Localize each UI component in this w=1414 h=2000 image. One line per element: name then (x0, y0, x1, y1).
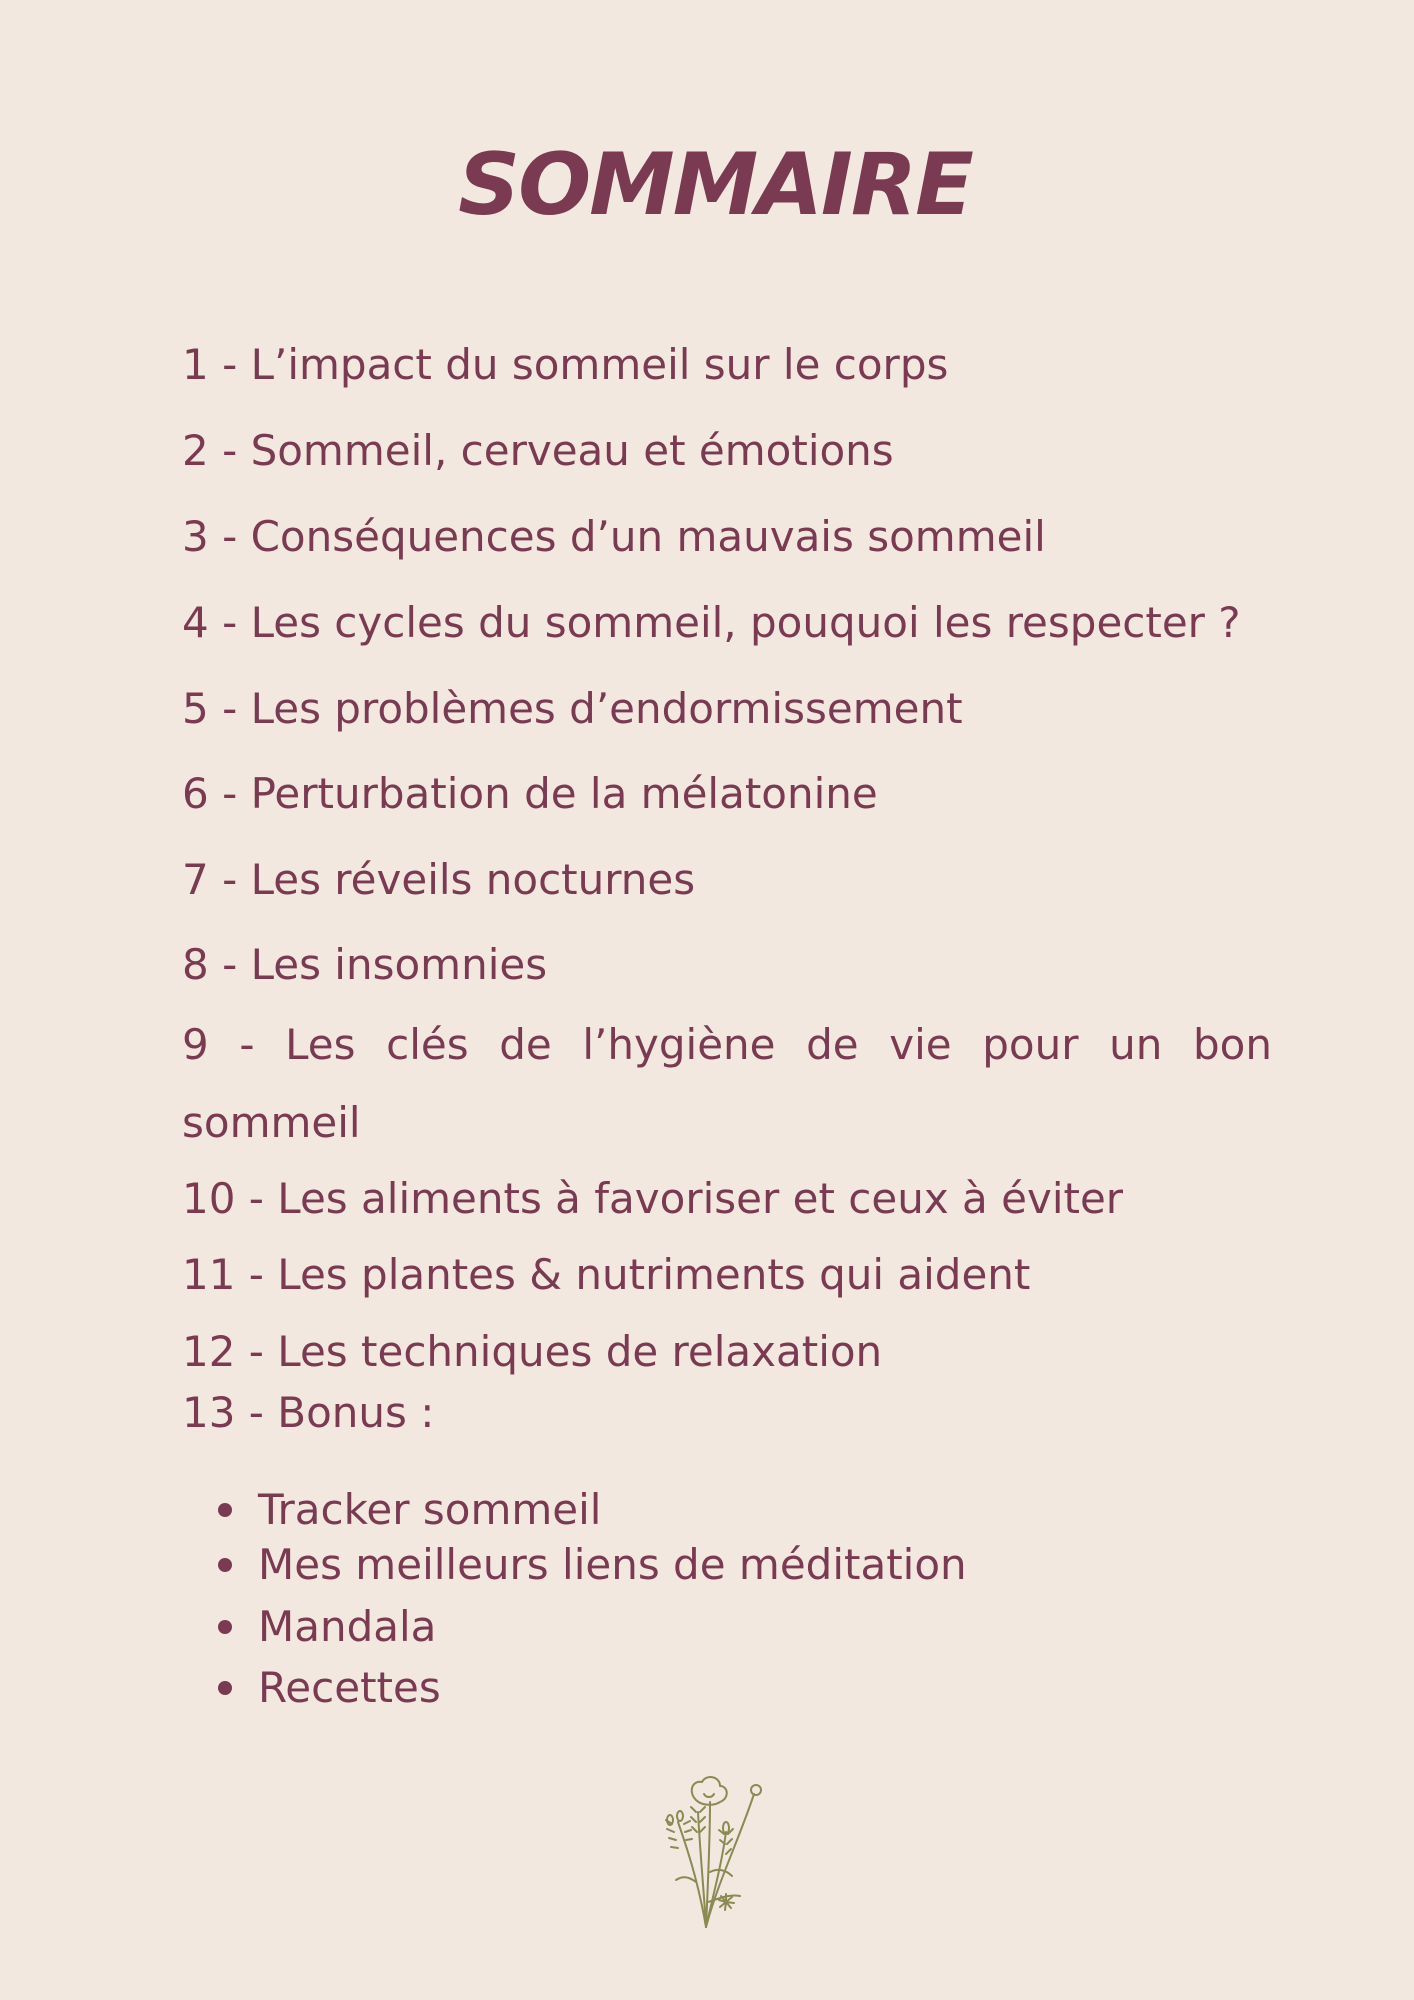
toc-item-4: 4 - Les cycles du sommeil, pouquoi les respecter ? (182, 598, 1241, 647)
bullet-icon (218, 1681, 232, 1695)
bonus-item-label: Recettes (258, 1663, 441, 1712)
toc-item-7: 7 - Les réveils nocturnes (182, 855, 696, 904)
toc-item-1: 1 - L’impact du sommeil sur le corps (182, 340, 949, 389)
bonus-item-meditation (258, 1540, 967, 1589)
toc-item-2: 2 - Sommeil, cerveau et émotions (182, 426, 894, 475)
bullet-icon (218, 1503, 232, 1517)
bonus-item-recettes (258, 1663, 441, 1712)
toc-item-12: 12 - Les techniques de relaxation (182, 1327, 883, 1376)
toc-item-6: 6 - Perturbation de la mélatonine (182, 769, 878, 818)
bonus-item-label: Mandala (258, 1602, 437, 1651)
bullet-icon (218, 1620, 232, 1634)
page-title: SOMMAIRE (458, 135, 972, 235)
bonus-item-label: Mes meilleurs liens de méditation (258, 1540, 967, 1589)
toc-item-8: 8 - Les insomnies (182, 940, 548, 989)
toc-item-11: 11 - Les plantes & nutriments qui aident (182, 1250, 1031, 1299)
bonus-item-tracker (258, 1485, 602, 1534)
bonus-item-mandala (258, 1602, 437, 1651)
toc-item-3: 3 - Conséquences d’un mauvais sommeil (182, 512, 1046, 561)
bullet-icon (218, 1558, 232, 1572)
toc-item-9: 9 - Les clés de l’hygiène de vie pour un bon sommeil (182, 1020, 1272, 1147)
toc-item-10: 10 - Les aliments à favoriser et ceux à éviter (182, 1174, 1124, 1223)
wildflower-bouquet-icon (648, 1772, 778, 1932)
toc-item-5: 5 - Les problèmes d’endormissement (182, 684, 963, 733)
bonus-item-label: Tracker sommeil (258, 1485, 602, 1534)
toc-item-13: 13 - Bonus : (182, 1388, 435, 1437)
